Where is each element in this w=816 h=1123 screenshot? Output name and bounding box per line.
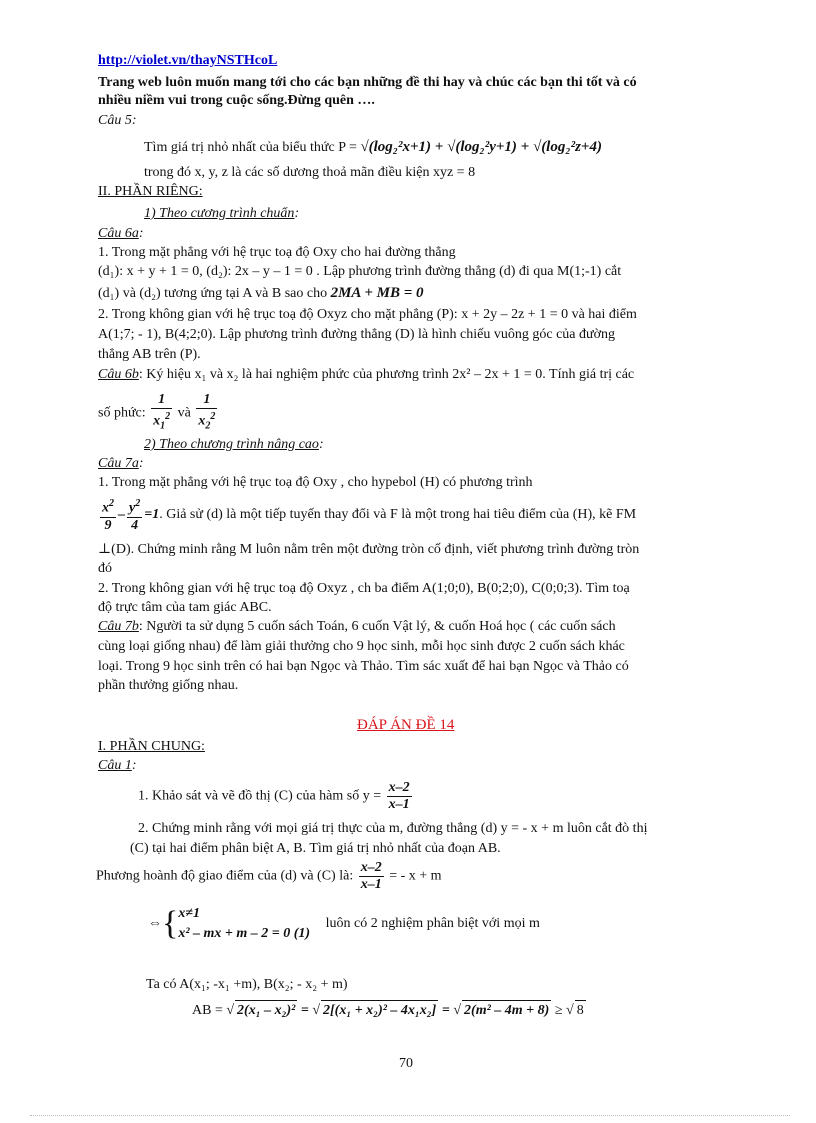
cau6b-line-2: số phức: $\frac{1}{x_1^2}$ và $\frac{1}{x_2^2}$ xyxy=(98,392,219,434)
cau6b-line-1: Câu 6b: Ký hiệu x₁ và x₂ là hai nghiệm phức của phương trình 2x² – 2x + 1 = 0. Tính giá trị các xyxy=(98,367,635,382)
answer-part1-title: I. PHẦN CHUNG: xyxy=(98,739,205,754)
cau6a-line-4: 2. Trong không gian với hệ trục toạ độ Oxyz cho mặt phẳng (P): x + 2y – 2z + 1 = 0 và hai điểm xyxy=(98,307,637,322)
cau6a-line-2: (d₁): x + y + 1 = 0, (d₂): 2x – y – 1 = 0 . Lập phương trình đường thẳng (d) đi qua M(1;-1) cắt xyxy=(98,264,622,279)
function-fraction: $\frac{x-2}{x-1}$ xyxy=(388,780,410,812)
cau6a-line-6: thẳng AB trên (P). xyxy=(98,347,201,362)
ab-radical-2: 2[(x₁ + x₂)² – 4x₁x₂] xyxy=(321,1000,438,1021)
intro-line-1: Trang web luôn muốn mang tới cho các bạn những đề thi hay và chúc các bạn thi tốt và có xyxy=(98,75,637,90)
cau7a-line-4: đó xyxy=(98,561,112,576)
standard-program-heading: 1) Theo cương trình chuẩn: xyxy=(144,206,300,221)
page-bottom-divider xyxy=(30,1115,790,1116)
ab-length-formula: AB = √ 2(x₁ – x₂)² = √ 2[(x₁ + x₂)² – 4x₁x₂] = √ 2(m² – 4m + 8) ≥ √ 8 xyxy=(192,1000,586,1021)
cau5-line2: trong đó x, y, z là các số dương thoả mãn điều kiện xyz = 8 xyxy=(144,165,476,180)
cau7a-line-6: độ trực tâm của tam giác ABC. xyxy=(98,600,272,615)
cau7b-line-3: loại. Trong 9 học sinh trên có hai bạn Ngọc và Thảo. Tìm sác xuất để hai bạn Ngọc và Thảo có xyxy=(98,659,629,674)
ab-radical-1: 2(x₁ – x₂)² xyxy=(235,1000,297,1021)
cau5-question xyxy=(144,138,602,157)
cau6a-label: Câu 6a: xyxy=(98,226,144,241)
page-number: 70 xyxy=(399,1056,413,1071)
cau7a-label: Câu 7a: xyxy=(98,456,144,471)
advanced-program-heading: 2) Theo chương trình nâng cao: xyxy=(144,437,324,452)
part2-title: II. PHẦN RIÊNG: xyxy=(98,184,203,199)
system-line-1: x≠1 xyxy=(178,906,201,921)
cau7a-line-1: 1. Trong mặt phẳng với hệ trục toạ độ Oxy , cho hypebol (H) có phương trình xyxy=(98,475,533,490)
hyperbola-x-term: $\frac{x^2}{9}$ xyxy=(102,498,114,533)
cau6a-line-3: (d₁) và (d₂) tương ứng tại A và B sao cho 2MA + MB = 0 xyxy=(98,285,424,301)
cau7b-line-4: phần thưởng giống nhau. xyxy=(98,678,239,693)
fraction-1-over-x2: $\frac{1}{x_2^2}$ xyxy=(198,392,216,432)
answer-item-1: 1. Khảo sát và vẽ đồ thị (C) của hàm số y = $\frac{x-2}{x-1}$ xyxy=(138,780,410,812)
intersection-fraction: $\frac{x-2}{x-1}$ xyxy=(360,860,382,892)
vector-expression: 2MA + MB = 0 xyxy=(330,285,424,301)
cau5-expression: √(log₂²x+1) + √(log₂²y+1) + √(log₂²z+4) xyxy=(360,139,602,155)
fraction-1-over-x1: $\frac{1}{x_1^2}$ xyxy=(153,392,171,432)
cau7a-line-3: ⊥(D). Chứng minh rằng M luôn nằm trên một đường tròn cố định, viết phương trình đường tròn xyxy=(98,542,640,557)
cau7a-line-5: 2. Trong không gian với hệ trục toạ độ Oxyz , ch ba điểm A(1;0;0), B(0;2;0), C(0;0;3). Tìm toạ xyxy=(98,581,630,596)
cau7b-line-1: Câu 7b: Người ta sử dụng 5 cuốn sách Toán, 6 cuốn Vật lý, & cuốn Hoá học ( các cuốn sách xyxy=(98,619,616,634)
points-coordinates: Ta có A(x₁; -x₁ +m), B(x₂; - x₂ + m) xyxy=(146,977,348,992)
answer-item-2b: (C) tại hai điểm phân biệt A, B. Tìm giá trị nhỏ nhất của đoạn AB. xyxy=(130,841,501,856)
cau1-label: Câu 1: xyxy=(98,758,137,773)
cau6a-line-5: A(1;7; - 1), B(4;2;0). Lập phương trình đường thẳng (D) là hình chiếu vuông góc của đường xyxy=(98,327,615,342)
answer-title: ĐÁP ÁN ĐỀ 14 xyxy=(357,717,455,733)
intro-line-2: nhiều niềm vui trong cuộc sống.Đừng quên …. xyxy=(98,93,375,108)
cau5-label: Câu 5: xyxy=(98,113,137,128)
cau7a-line-2: $\frac{x^2}{9}$ – $\frac{y^2}{4}$ =1. Giả sử (d) là một tiếp tuyến thay đổi và F là một trong hai tiêu điểm của (H), kẽ FM xyxy=(102,498,637,533)
cau5-line1: Tìm giá trị nhỏ nhất của biểu thức P = xyxy=(144,140,357,155)
ab-min-value: 8 xyxy=(575,1000,586,1021)
cau6a-line-1: 1. Trong mặt phẳng với hệ trục toạ độ Oxy cho hai đường thẳng xyxy=(98,245,456,260)
system-line-2: x² – mx + m – 2 = 0 (1) xyxy=(178,926,311,941)
equation-system: ⇔{ x≠1 x² – mx + m – 2 = 0 (1) luôn có 2 nghiệm phân biệt với mọi m xyxy=(148,905,540,942)
hyperbola-y-term: $\frac{y^2}{4}$ xyxy=(129,498,141,533)
cau7b-line-2: cùng loại giống nhau) để làm giải thưởng cho 9 học sinh, mỗi học sinh được 2 cuốn sách khác xyxy=(98,639,625,654)
header-link[interactable]: http://violet.vn/thayNSTHcoL xyxy=(98,53,278,68)
intersection-equation: Phương hoành độ giao điểm của (d) và (C) là: $\frac{x-2}{x-1}$ = - x + m xyxy=(96,860,442,892)
system-note: luôn có 2 nghiệm phân biệt với mọi m xyxy=(325,916,540,931)
answer-item-2a: 2. Chứng minh rằng với mọi giá trị thực của m, đường thẳng (d) y = - x + m luôn cắt đò thị xyxy=(138,821,648,836)
ab-radical-3: 2(m² – 4m + 8) xyxy=(462,1000,551,1021)
